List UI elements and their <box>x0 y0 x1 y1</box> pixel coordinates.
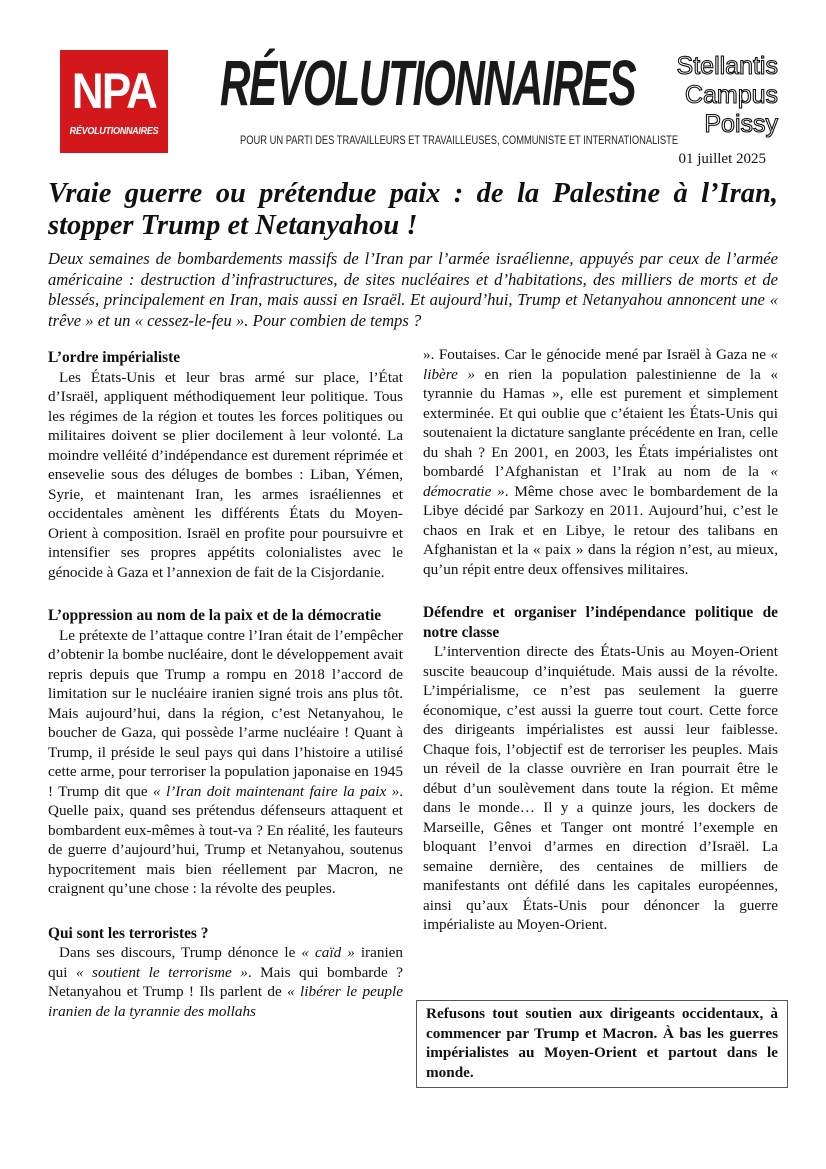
body-text: Le prétexte de l’attaque contre l’Iran était de l’empêcher d’obtenir la bombe nucléaire, dont le développement avait repris depuis que Trump a rompu en 2018 l’accord de limitation sur le nucléaire iranien signé trois ans plus tôt. Mais aujourd’hui, dans la région, c’est Netanyahou, le boucher de Gaza, qui possède l’arme nucléaire ! Quant à Trump, il préside le seul pays qui dans l’histoire a utilisé cette arme, pour terroriser la population japonaise en 1945 ! Trump dit que <box>48 626 403 800</box>
section-body <box>48 626 403 899</box>
section-body <box>48 943 403 1021</box>
body-text: Dans ses discours, Trump dénonce le <box>59 944 302 961</box>
logo-subtitle: RÉVOLUTIONNAIRES <box>69 126 159 137</box>
site-line: Campus <box>684 81 778 109</box>
section-body-continued <box>423 345 778 579</box>
body-text: . Mais qui bombarde ? Netanyahou et Trump ! Ils parlent de <box>48 963 403 1000</box>
callout-box: Refusons tout soutien aux dirigeants occidentaux, à commencer par Trump et Macron. À bas les guerres impérialistes au Moyen-Orient et partout dans le monde. <box>416 1000 788 1088</box>
quote-text: « libérer le peuple iranien de la tyrannie des mollahs <box>48 983 403 1020</box>
npa-logo <box>60 50 168 153</box>
body-text: . Même chose avec le bombardement de la Libye décidé par Sarkozy en 2011. Aujourd’hui, c’est le chaos en Irak et en Libye, le retour des talibans en Afghanistan et la « paix » dans la région n’est, au mieux, qu’un répit entre deux offensives militaires. <box>423 482 779 578</box>
body-text: iranien qui <box>48 944 404 981</box>
article-title: Vraie guerre ou prétendue paix : de la Palestine à l’Iran, stopper Trump et Netanyahou ! <box>48 178 778 241</box>
body-text: ». Foutaises. Car le génocide mené par Israël à Gaza ne <box>423 346 771 363</box>
right-column <box>423 345 778 935</box>
logo-npa-text: NPA <box>71 63 157 119</box>
section-body: L’intervention directe des États-Unis au Moyen-Orient suscite beaucoup d’inquiétude. Mais aussi de la révolte. L’impérialisme, ce n’est pas seulement la guerre économique, c’est aussi la guerre tout court. Cette force des dirigeants impérialistes est aussi leur faiblesse. Chaque fois, l’objectif est de terroriser les peuples. Mais un réveil de la classe ouvrière en Iran pourrait être le début d’un soulèvement dans toute la région. Et même dans le monde… Il y a quinze jours, les dockers de Marseille, Gênes et Tanger ont montré l’exemple en bloquant l’envoi d’armes en direction d’Israël. La semaine dernière, des centaines de milliers de manifestants ont défilé dans les capitales européennes, ainsi qu’aux États-Unis pour dénoncer la guerre impérialiste au Moyen-Orient. <box>423 643 778 933</box>
quote-text: « soutient le terrorisme » <box>75 963 248 981</box>
quote-text: « libère » <box>423 346 778 383</box>
section-heading: L’oppression au nom de la paix et de la démocratie <box>48 607 382 624</box>
quote-text: « caïd » <box>301 944 355 961</box>
quote-text: « démocratie » <box>423 463 778 500</box>
site-line: Poissy <box>704 110 778 138</box>
body-text: . Quelle paix, quand ses prétendus défenseurs attaquent et bombardent eux-mêmes à tout-va ? En réalité, les fauteurs de guerre d’aujourd’hui, Trump et Netanyahou, soutenus hypocritement mais bien réellement par Macron, ne craignent qu’une chose : la révolte des peuples. <box>48 782 403 897</box>
section-heading: Défendre et organiser l’indépendance politique de notre classe <box>423 604 778 641</box>
left-column <box>48 348 403 1021</box>
issue-date: 01 juillet 2025 <box>678 151 766 167</box>
quote-text: « l’Iran doit maintenant faire la paix » <box>153 782 400 800</box>
body-text: en rien la population palestinienne de la « tyrannie du Hamas », elle est purement et simplement exterminée. Et qui oublie que c’étaient les États-Unis qui soutenaient la dictature sanglante précédente en Iran, celle du shah ? En 2001, en 2003, les États impérialistes ont bombardé l’Afghanistan et l’Irak au nom de la <box>423 365 778 480</box>
section-body: Les États-Unis et leur bras armé sur place, l’État d’Israël, appliquent méthodiquement leur politique. Tous les régimes de la région et toutes les forces politiques ou militaires doivent se plier docilement à leur volonté. La moindre velléité d’indépendance est durement réprimée et ensevelie sous des déluges de bombes : Liban, Yémen, Syrie, et maintenant Iran, les armes israéliennes et occidentales amènent les différents États du Moyen-Orient à composition. Israël en profite pour poursuivre et intensifier ses propres appétits colonialistes avec le génocide à Gaza et l’annexion de fait de la Cisjordanie. <box>48 368 403 581</box>
site-name <box>677 52 778 139</box>
article-lead: Deux semaines de bombardements massifs de l’Iran par l’armée israélienne, appuyés par ceux de l’armée américaine : destruction d’infrastructures, de sites nucléaires et d’habitations, des milliers de morts et de blessés, principalement en Iran, mais aussi en Israël. Et aujourd’hui, Trump et Netanyahou annoncent une « trêve » et un « cessez-le-feu ». Pour combien de temps ? <box>48 249 778 330</box>
site-line: Stellantis <box>676 52 778 80</box>
masthead-tagline: POUR UN PARTI DES TRAVAILLEURS ET TRAVAILLEUSES, COMMUNISTE ET INTERNATIONALISTE <box>240 133 679 147</box>
section-heading: L’ordre impérialiste <box>48 349 181 366</box>
section-heading: Qui sont les terroristes ? <box>48 924 209 942</box>
masthead-title: RÉVOLUTIONNAIRES <box>220 47 636 119</box>
